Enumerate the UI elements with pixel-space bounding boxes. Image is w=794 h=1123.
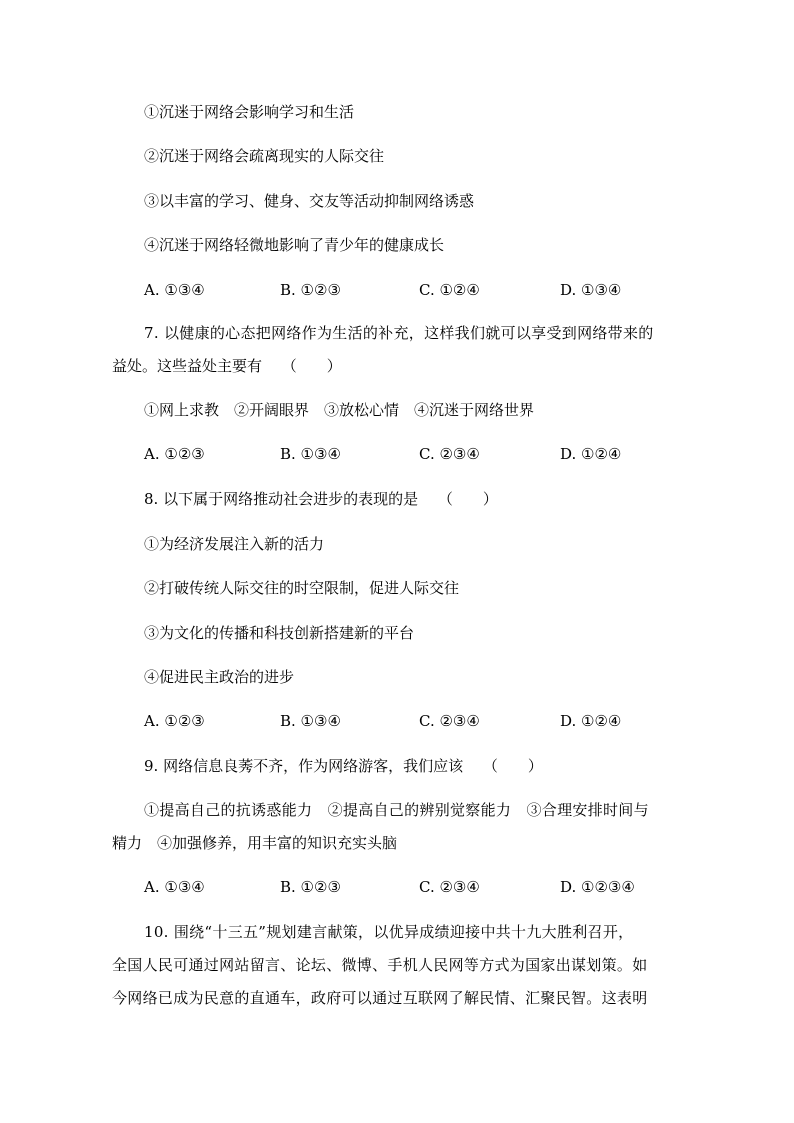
q8-item-4: ④促进民主政治的进步 — [144, 668, 295, 686]
q6-item-3: ③以丰富的学习、健身、交友等活动抑制网络诱惑 — [144, 192, 475, 210]
q9-option-b[interactable]: B. ①②③ — [280, 878, 341, 896]
q8-stem: 8. 以下属于网络推动社会进步的表现的是 （ ） — [144, 490, 498, 508]
q9-options — [0, 877, 794, 897]
q9-stem: 9. 网络信息良莠不齐，作为网络游客，我们应该 （ ） — [144, 757, 543, 775]
q10-line1: 10. 围绕“十三五”规划建言献策，以优异成绩迎接中共十九大胜利召开， — [144, 923, 634, 941]
q10-line3: 今网络已成为民意的直通车，政府可以通过互联网了解民情、汇聚民智。这表明 — [112, 989, 648, 1007]
q9-option-a[interactable]: A. ①③④ — [144, 878, 205, 896]
q7-option-c[interactable]: C. ②③④ — [419, 445, 480, 463]
q8-option-c[interactable]: C. ②③④ — [419, 712, 480, 730]
q7-option-d[interactable]: D. ①②④ — [560, 445, 622, 463]
q7-stem-line2: 益处。这些益处主要有 （ ） — [112, 357, 342, 375]
q9-items-line1: ①提高自己的抗诱惑能力 ②提高自己的辨别觉察能力 ③合理安排时间与 — [144, 801, 649, 819]
q7-options — [0, 444, 794, 464]
q8-options — [0, 711, 794, 731]
q7-option-a[interactable]: A. ①②③ — [144, 445, 205, 463]
q9-option-c[interactable]: C. ②③④ — [419, 878, 480, 896]
q10-line2: 全国人民可通过网站留言、论坛、微博、手机人民网等方式为国家出谋划策。如 — [112, 956, 648, 974]
q9-option-d[interactable]: D. ①②③④ — [560, 878, 635, 896]
q6-option-b[interactable]: B. ①②③ — [280, 281, 341, 299]
q6-item-1: ①沉迷于网络会影响学习和生活 — [144, 103, 355, 121]
q8-option-d[interactable]: D. ①②④ — [560, 712, 622, 730]
q7-items: ①网上求教 ②开阔眼界 ③放松心情 ④沉迷于网络世界 — [144, 401, 535, 419]
q6-option-c[interactable]: C. ①②④ — [419, 281, 480, 299]
q6-item-4: ④沉迷于网络轻微地影响了青少年的健康成长 — [144, 236, 445, 254]
q6-options — [0, 280, 794, 300]
q6-option-a[interactable]: A. ①③④ — [144, 281, 205, 299]
q8-item-1: ①为经济发展注入新的活力 — [144, 535, 325, 553]
q6-item-2: ②沉迷于网络会疏离现实的人际交往 — [144, 147, 385, 165]
q8-option-a[interactable]: A. ①②③ — [144, 712, 205, 730]
q6-option-d[interactable]: D. ①③④ — [560, 281, 622, 299]
q9-items-line2: 精力 ④加强修养，用丰富的知识充实头脑 — [112, 834, 398, 852]
q8-option-b[interactable]: B. ①③④ — [280, 712, 341, 730]
q8-item-3: ③为文化的传播和科技创新搭建新的平台 — [144, 624, 415, 642]
q8-item-2: ②打破传统人际交往的时空限制，促进人际交往 — [144, 579, 460, 597]
q7-option-b[interactable]: B. ①③④ — [280, 445, 341, 463]
q7-stem-line1: 7. 以健康的心态把网络作为生活的补充，这样我们就可以享受到网络带来的 — [144, 324, 654, 342]
